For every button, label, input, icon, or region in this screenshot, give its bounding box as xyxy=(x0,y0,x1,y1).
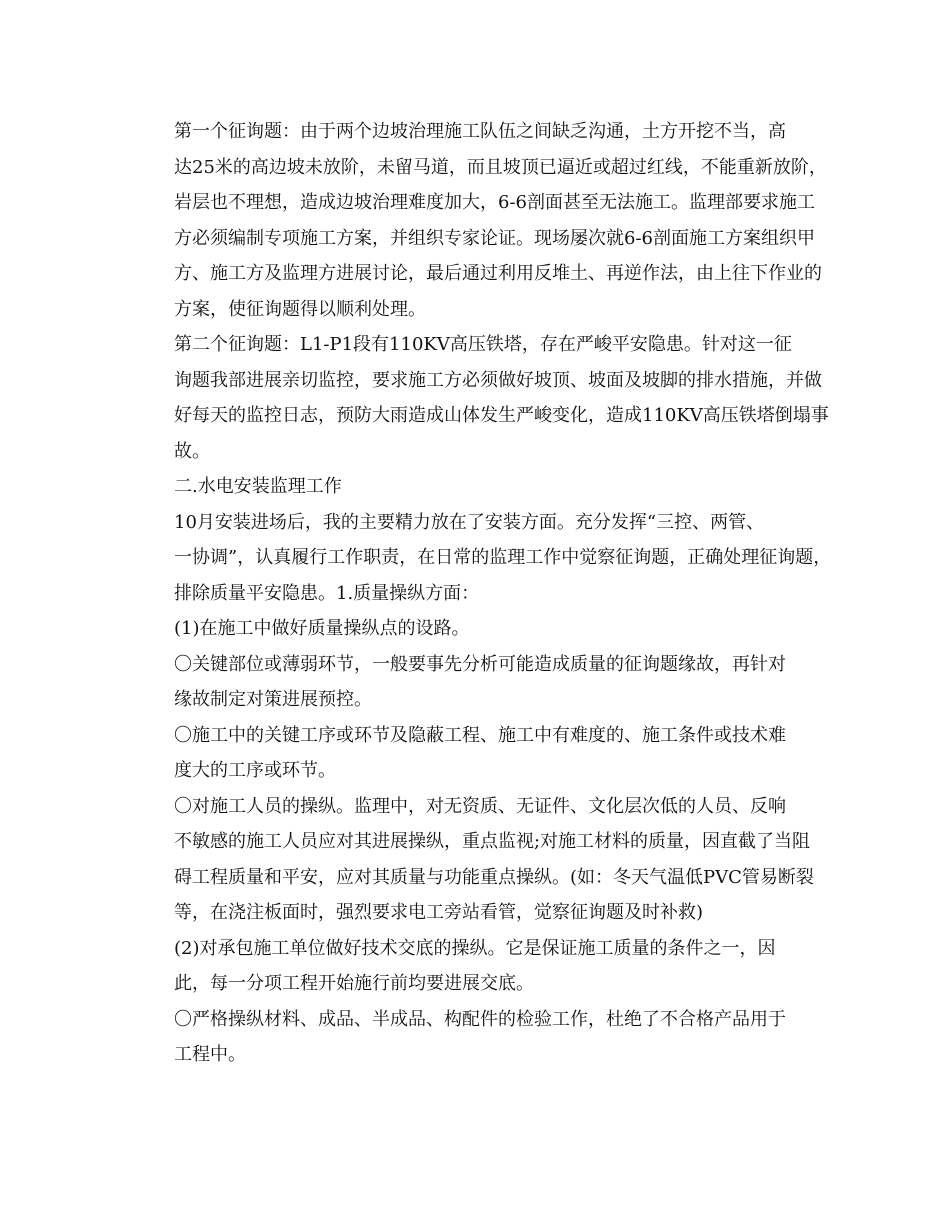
text-line: (1)在施工中做好质量操纵点的设路。 xyxy=(174,618,470,639)
paragraph xyxy=(138,469,828,505)
paragraph xyxy=(138,1002,828,1073)
text-line: 询题我部进展亲切监控，要求施工方必须做好坡顶、坡面及坡脚的排水措施，并做 xyxy=(174,369,822,391)
paragraph xyxy=(138,505,832,612)
text-line: 度大的工序或环节。 xyxy=(174,760,336,781)
text-line: 此，每一分项工程开始施行前均要进展交底。 xyxy=(174,973,534,994)
paragraph xyxy=(138,718,828,789)
text-line: 方必须编制专项施工方案，并组织专家论证。现场屡次就6-6剖面施工方案组织甲 xyxy=(174,227,815,249)
paragraph xyxy=(138,789,828,931)
text-line: 〇严格操纵材料、成品、半成品、构配件的检验工作，杜绝了不合格产品用于 xyxy=(174,1008,786,1030)
text-line: 一协调”，认真履行工作职责，在日常的监理工作中觉察征询题，正确处理征询题， xyxy=(174,547,832,568)
text-line: 排除质量平安隐患。1.质量操纵方面： xyxy=(174,582,480,604)
text-line: 〇对施工人员的操纵。监理中，对无资质、无证件、文化层次低的人员、反响 xyxy=(174,795,786,817)
text-line: (2)对承包施工单位做好技术交底的操纵。它是保证施工质量的条件之一，因 xyxy=(174,937,776,959)
text-line: 好每天的监控日志，预防大雨造成山体发生严峻变化，造成110KV高压铁塔倒塌事 xyxy=(174,405,829,426)
text-line: 第二个征询题：L1-P1段有110KV高压铁塔，存在严峻平安隐患。针对这一征 xyxy=(174,334,792,355)
paragraph xyxy=(138,327,828,469)
paragraph xyxy=(138,931,828,1002)
text-line: 不敏感的施工人员应对其进展操纵，重点监视;对施工材料的质量，因直截了当阻 xyxy=(174,831,811,852)
text-line: 达25米的高边坡未放阶，未留马道，而且坡顶已逼近或超过红线，不能重新放阶， xyxy=(174,156,827,178)
paragraph xyxy=(138,114,828,327)
text-line: 方、施工方及监理方进展讨论，最后通过利用反堆土、再逆作法，由上往下作业的 xyxy=(174,263,822,284)
paragraph xyxy=(138,647,828,718)
text-line: 二.水电安装监理工作 xyxy=(174,476,342,497)
text-line: 第一个征询题：由于两个边坡治理施工队伍之间缺乏沟通，土方开挖不当，高 xyxy=(174,121,786,142)
text-line: 工程中。 xyxy=(174,1044,246,1065)
text-line: 方案，使征询题得以顺利处理。 xyxy=(174,298,426,320)
paragraph xyxy=(138,611,828,647)
text-line: 〇施工中的关键工序或环节及隐蔽工程、施工中有难度的、施工条件或技术难 xyxy=(174,724,786,746)
text-line: 故。 xyxy=(174,440,210,462)
text-line: 〇关键部位或薄弱环节，一般要事先分析可能造成质量的征询题缘故，再针对 xyxy=(174,653,786,675)
text-line: 等，在浇注板面时，强烈要求电工旁站看管，觉察征询题及时补救) xyxy=(174,902,704,923)
text-line: 缘故制定对策进展预控。 xyxy=(174,689,372,710)
text-line: 碍工程质量和平安，应对其质量与功能重点操纵。(如：冬天气温低PVC管易断裂 xyxy=(174,866,814,888)
text-line: 10月安装进场后，我的主要精力放在了安装方面。充分发挥“三控、两管、 xyxy=(174,511,765,533)
document-body xyxy=(138,114,832,1073)
text-line: 岩层也不理想，造成边坡治理难度加大，6-6剖面甚至无法施工。监理部要求施工 xyxy=(174,192,815,213)
